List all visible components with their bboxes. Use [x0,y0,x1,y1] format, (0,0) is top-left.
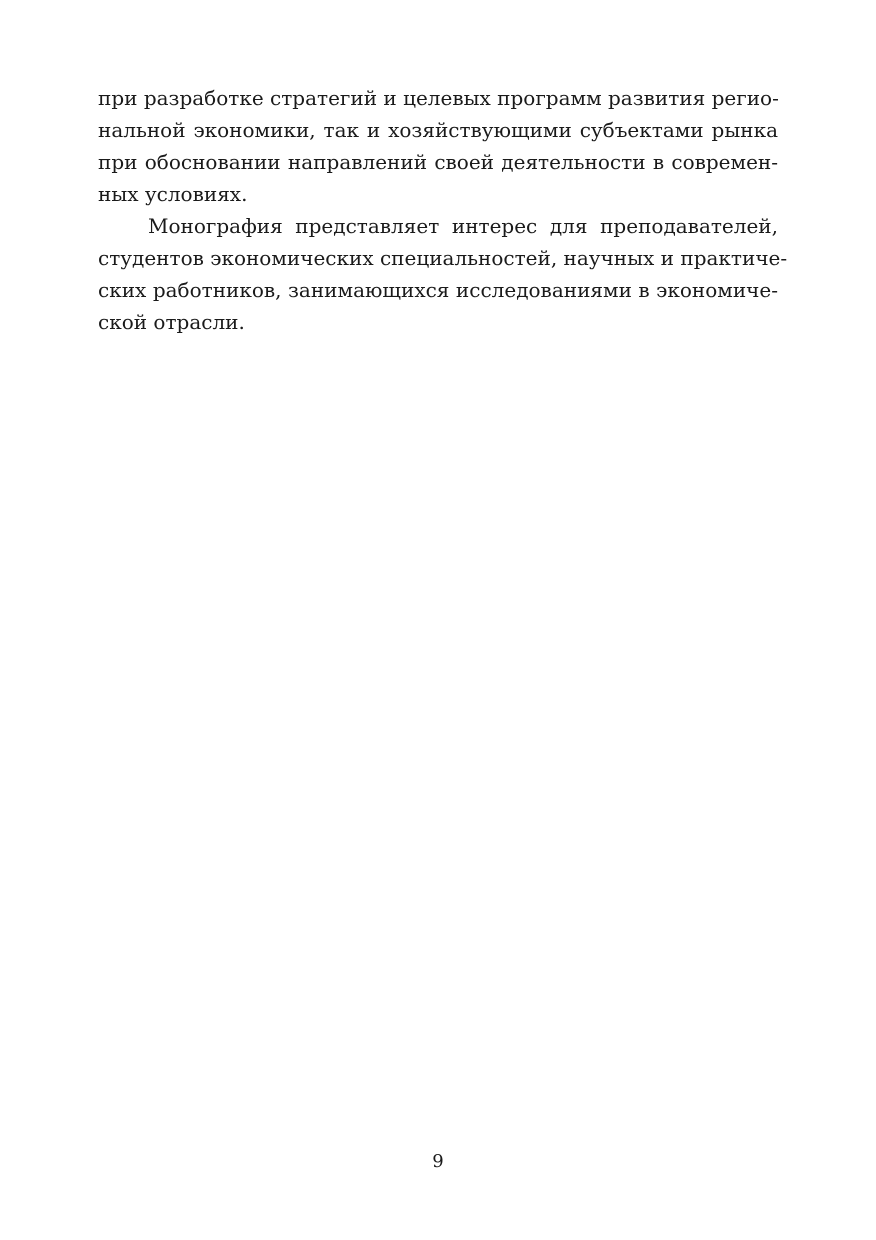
paragraph-line: ской отрасли. [98,310,245,334]
paragraph-line: ных условиях. [98,182,248,206]
paragraph-line: при обосновании направлений своей деятельности в современ- [98,150,778,174]
paragraph-line: при разработке стратегий и целевых программ развития регио- [98,86,779,110]
paragraph-line: студентов экономических специальностей, научных и практиче- [98,246,788,270]
paragraph-1 [98,82,778,210]
page-number: 9 [432,1151,444,1172]
paragraph-2 [98,210,788,338]
paragraph-line: нальной экономики, так и хозяйствующими субъектами рынка [98,118,778,142]
paragraph-line: ских работников, занимающихся исследованиями в экономиче- [98,278,778,302]
paragraph-line: Монография представляет интерес для преподавателей, [148,214,778,238]
body-text [98,82,788,338]
